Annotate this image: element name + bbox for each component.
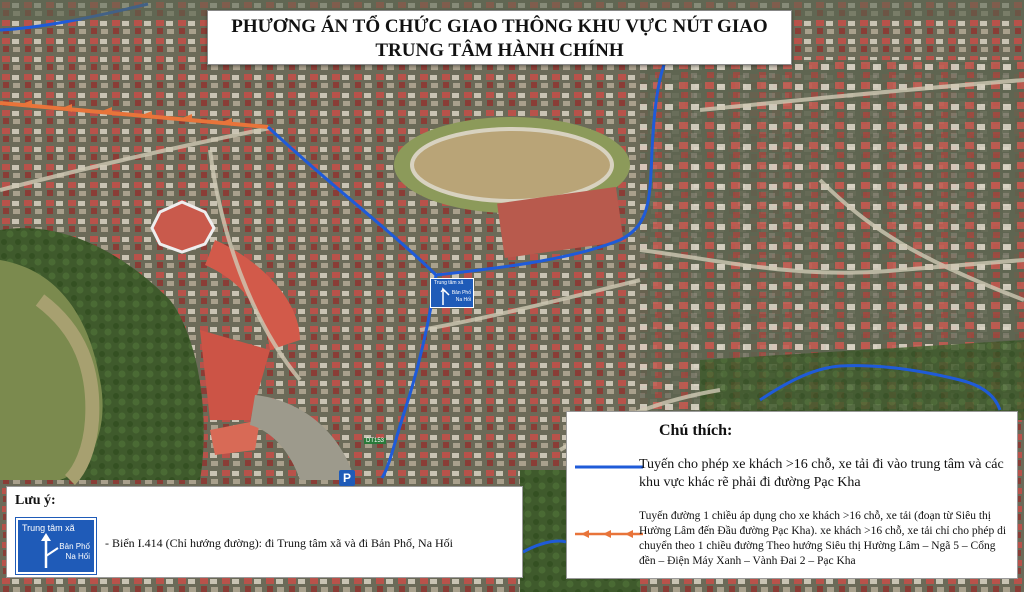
sign-bottom1-text: Bản Phố bbox=[59, 542, 90, 551]
map-sign-top-text: Trung tâm xã bbox=[434, 280, 464, 286]
legend-blue-line-icon bbox=[575, 464, 643, 470]
note-title: Lưu ý: bbox=[15, 493, 56, 508]
map-direction-sign bbox=[430, 278, 474, 308]
map-title-line2: TRUNG TÂM HÀNH CHÍNH bbox=[375, 40, 624, 61]
note-text: - Biển I.414 (Chỉ hướng đường): đi Trung tâm xã và đi Bản Phố, Na Hối bbox=[105, 536, 454, 550]
map-sign-bottom2-text: Na Hối bbox=[455, 297, 471, 303]
sign-top-text: Trung tâm xã bbox=[22, 523, 75, 533]
legend-orange-arrow-line-icon bbox=[575, 529, 643, 539]
parking-sign-icon: P bbox=[339, 470, 355, 486]
direction-sign-i414 bbox=[16, 518, 96, 574]
note-box bbox=[6, 486, 523, 578]
road-code-label: DT153 bbox=[366, 438, 385, 444]
map-title-line1: PHƯƠNG ÁN TỔ CHỨC GIAO THÔNG KHU VỰC NÚT GIAO bbox=[231, 16, 768, 37]
sign-arrow-icon bbox=[18, 520, 94, 572]
legend-item-one-way-route: Tuyến đường 1 chiều áp dụng cho xe khách >16 chỗ, xe tải (đoạn từ Siêu thị Hường Lâm đến Đầu đường Pạc Kha). xe khách >16 chỗ, xe tải chỉ cho phép di chuyển theo 1 chiều đường Theo hướng Siêu thị Hường Lâm – Ngã 5 – Cổng đền – Điện Máy Xanh – Vành Đai 2 – Pạc Kha bbox=[639, 510, 1007, 567]
legend-box bbox=[566, 411, 1018, 579]
legend-item-allowed-route: Tuyến cho phép xe khách >16 chỗ, xe tải đi vào trung tâm và các khu vực khác rẽ phải đi đường Pạc Kha bbox=[639, 457, 1004, 490]
legend-title: Chú thích: bbox=[659, 422, 733, 439]
map-sign-arrow-icon bbox=[431, 279, 473, 307]
map-title-box bbox=[207, 10, 792, 65]
sign-bottom2-text: Na Hối bbox=[65, 552, 90, 561]
map-sign-bottom1-text: Bản Phố bbox=[451, 290, 471, 296]
